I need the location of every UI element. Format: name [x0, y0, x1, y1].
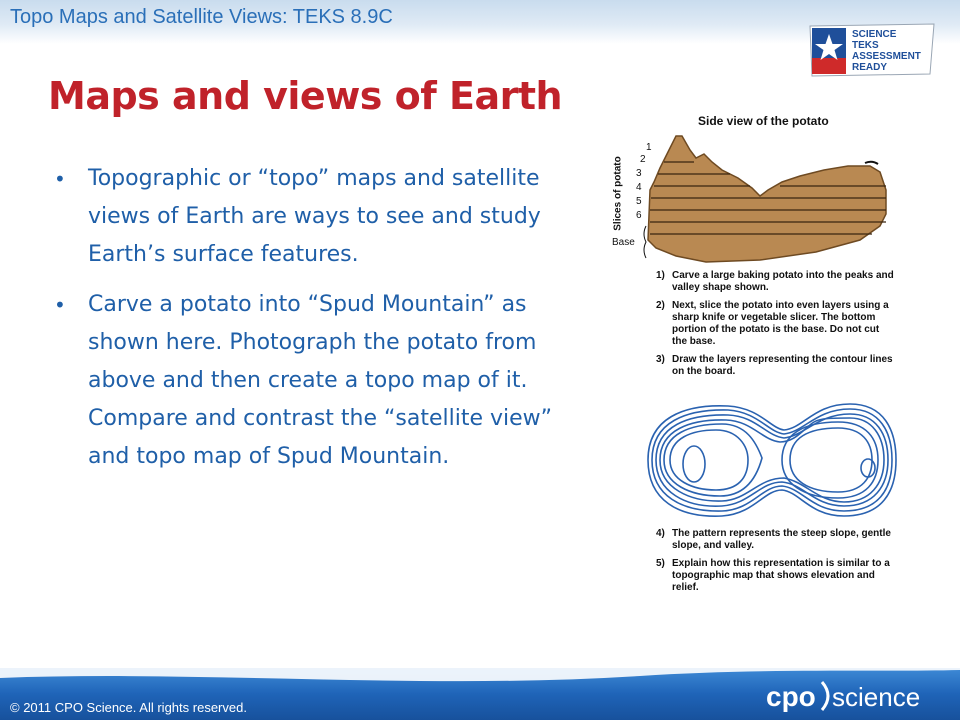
badge-line-4: READY: [852, 62, 888, 73]
potato-diagram: [610, 110, 900, 610]
slice-number-3: 3: [636, 168, 642, 179]
copyright-text: © 2011 CPO Science. All rights reserved.: [10, 700, 247, 715]
slice-number-1: 1: [646, 142, 652, 153]
step-number: 2): [656, 300, 665, 311]
bullet-text: Topographic or “topo” maps and satellite views of Earth are ways to see and study Earth’s surface features.: [88, 166, 541, 267]
step-item: [656, 300, 896, 348]
slice-number-5: 5: [636, 196, 642, 207]
diagram-title: Side view of the potato: [698, 114, 829, 128]
step-number: 3): [656, 354, 665, 365]
header-title: Topo Maps and Satellite Views: TEKS 8.9C: [10, 6, 393, 28]
slide-title: Maps and views of Earth: [48, 74, 563, 118]
step-text: Explain how this representation is similar to a topographic map that shows elevation and relief.: [672, 558, 890, 593]
bullet-list: [50, 160, 590, 488]
badge-line-1: SCIENCE: [852, 29, 897, 40]
badge-line-2: TEKS: [852, 40, 879, 51]
footer-bar: [0, 668, 960, 720]
step-item: [656, 270, 896, 294]
badge-line-3: ASSESSMENT: [852, 51, 921, 62]
base-label: Base: [612, 237, 635, 248]
teks-badge-logo: [808, 22, 936, 78]
potato-profile: [648, 136, 886, 262]
slices-axis-label: Slices of potato: [612, 156, 624, 231]
slice-number-4: 4: [636, 182, 642, 193]
step-item: [656, 354, 896, 378]
bullet-item: [50, 286, 590, 476]
bullet-dot-icon: •: [54, 167, 66, 191]
step-item: [656, 528, 896, 552]
step-text: Next, slice the potato into even layers using a sharp knife or vegetable slicer. The bottom portion of the potato is the base. Do not cut the base.: [672, 300, 889, 347]
step-item: [656, 558, 896, 594]
step-number: 1): [656, 270, 665, 281]
contour-map: [644, 400, 898, 520]
cpo-science-logo: [766, 676, 946, 716]
instruction-steps-bottom: [656, 528, 896, 594]
step-number: 5): [656, 558, 665, 569]
step-text: Carve a large baking potato into the peaks and valley shape shown.: [672, 270, 894, 293]
slice-number-2: 2: [640, 154, 646, 165]
logo-cpo-text: cpo: [766, 681, 816, 712]
instruction-steps-top: [656, 270, 896, 378]
logo-science-text: science: [832, 682, 921, 712]
bullet-dot-icon: •: [54, 293, 66, 317]
step-text: Draw the layers representing the contour lines on the board.: [672, 354, 893, 377]
bullet-item: [50, 160, 590, 274]
step-number: 4): [656, 528, 665, 539]
bullet-text: Carve a potato into “Spud Mountain” as shown here. Photograph the potato from above and then create a topo map of it. Compare and contrast the “satellite view” and topo map of Spud Mountain.: [88, 292, 553, 469]
slice-number-6: 6: [636, 210, 642, 221]
potato-side-view: [610, 128, 900, 268]
step-text: The pattern represents the steep slope, gentle slope, and valley.: [672, 528, 891, 551]
